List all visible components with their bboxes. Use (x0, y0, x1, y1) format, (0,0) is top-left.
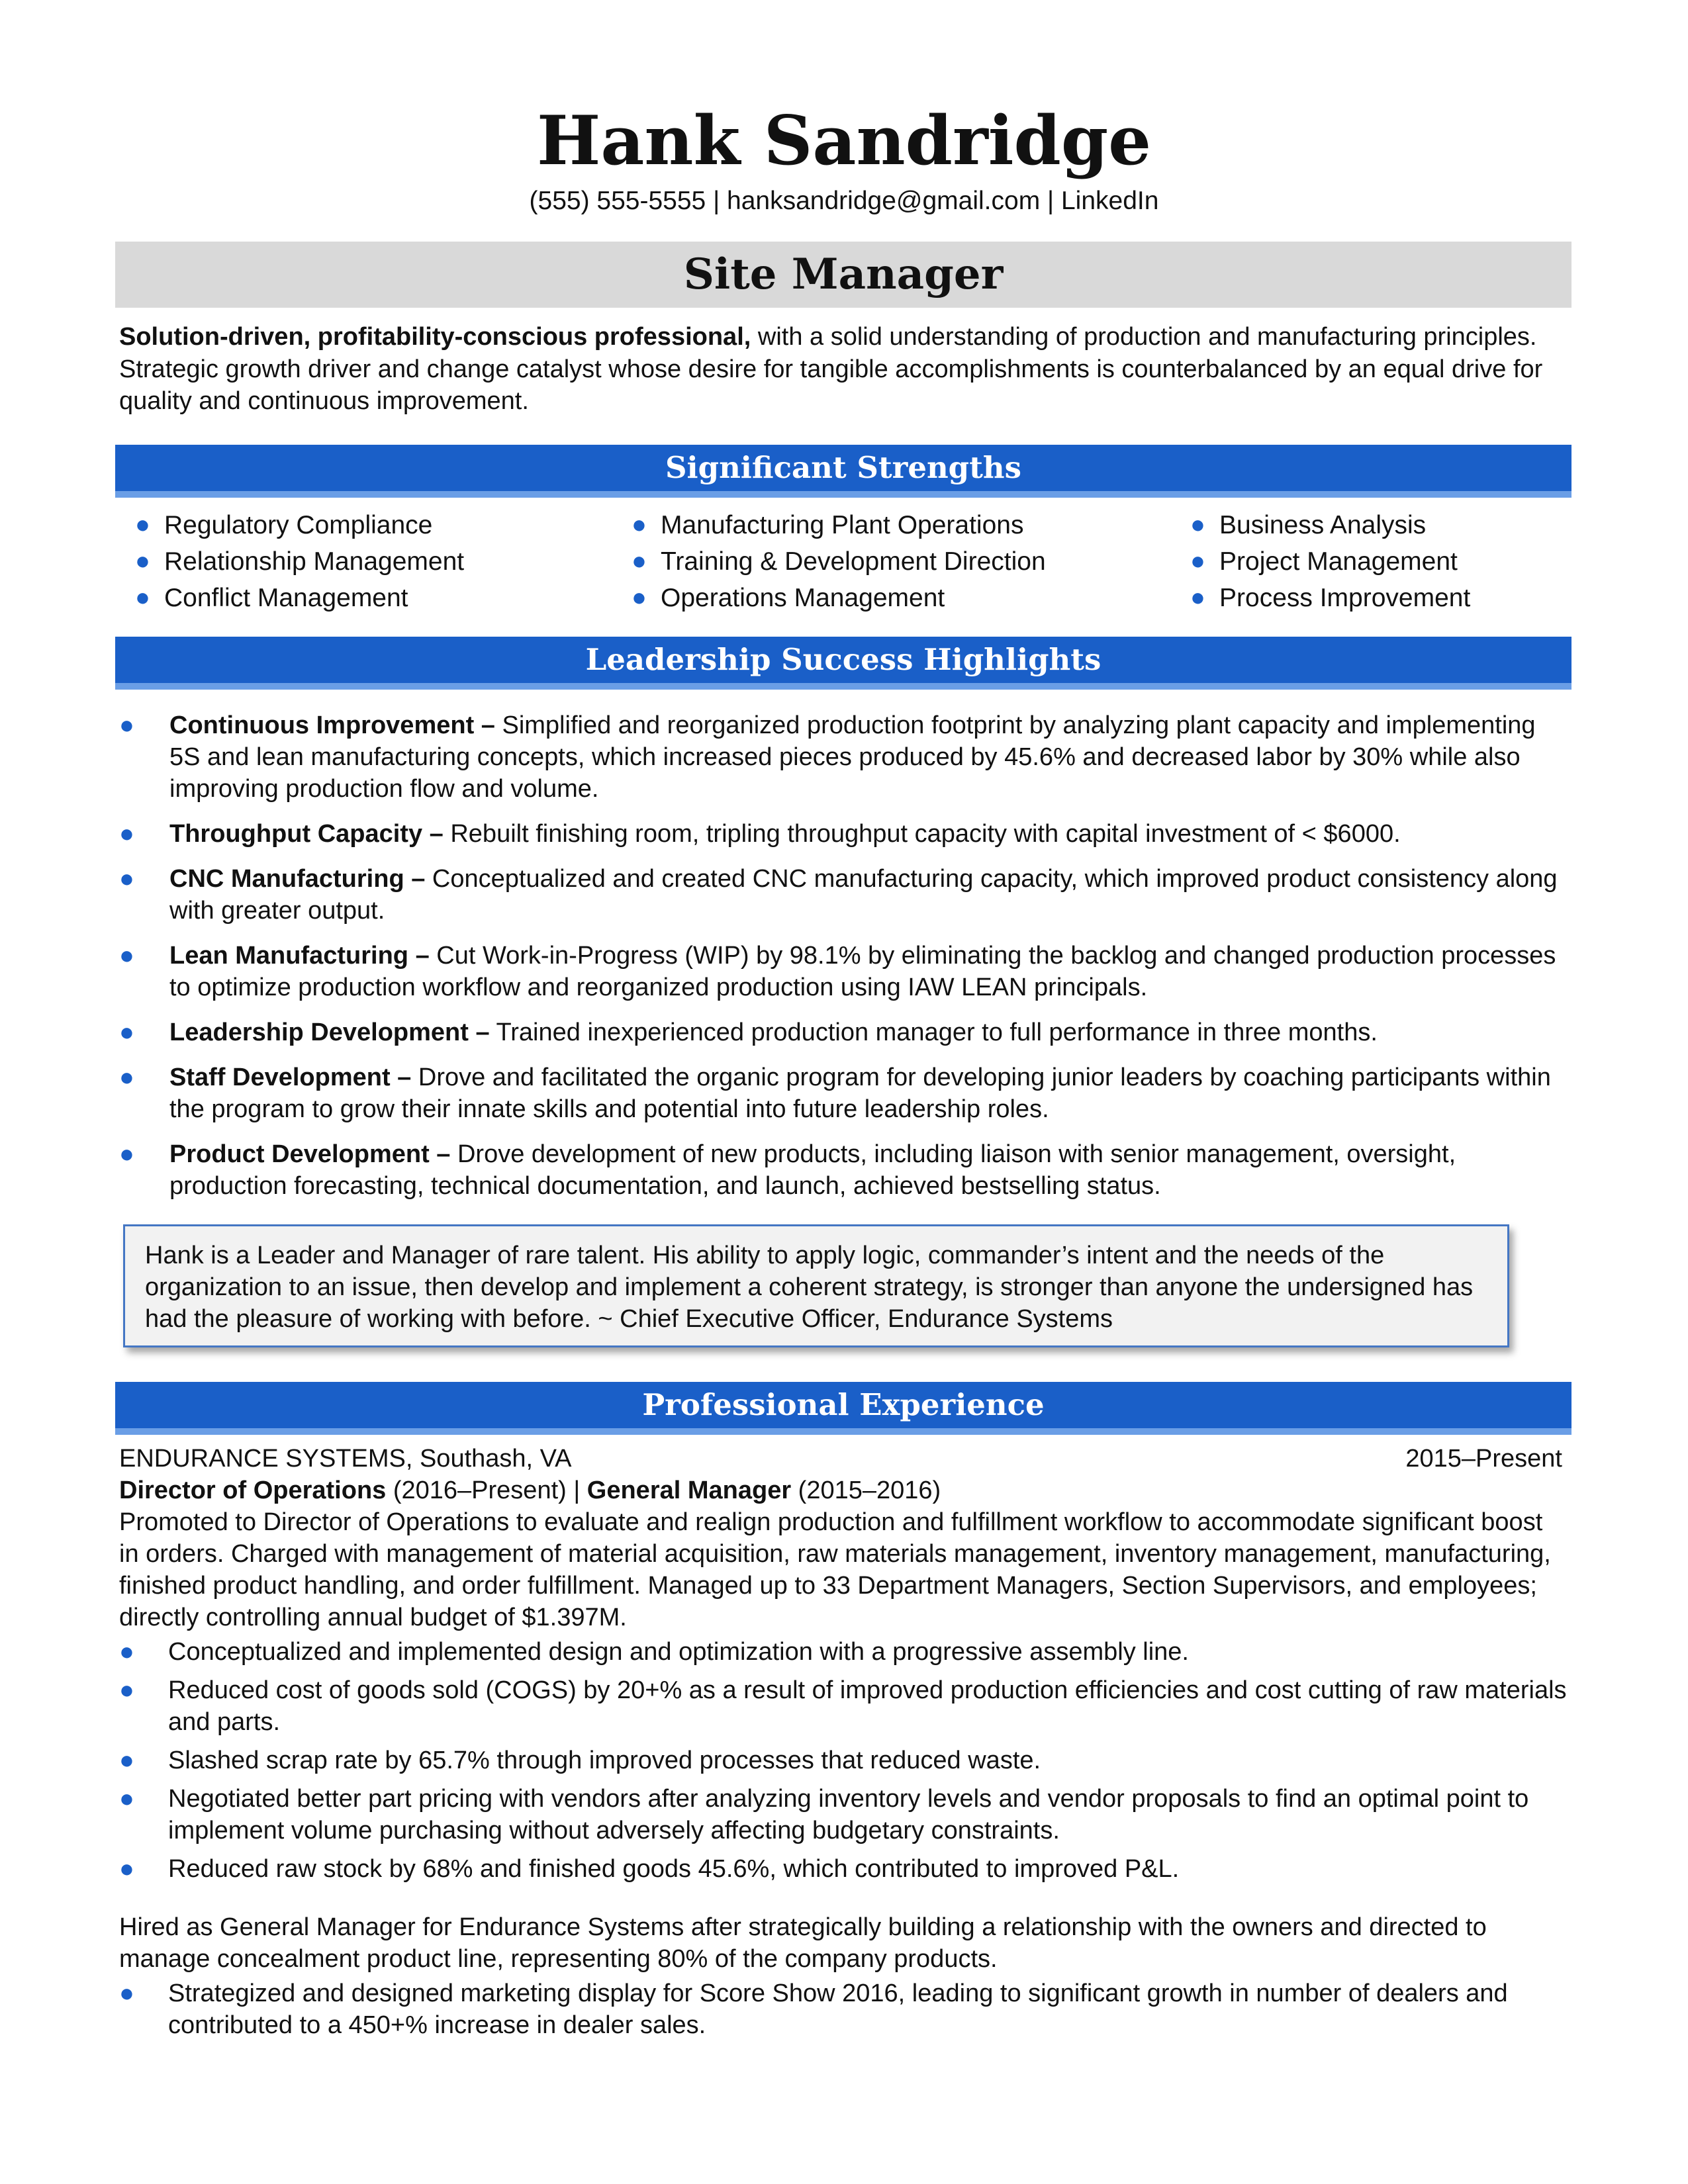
bullet-icon: ● (632, 511, 647, 539)
employment-dates: 2015–Present (1405, 1445, 1562, 1473)
bullet-icon: ● (119, 1855, 134, 1883)
role-director: Director of Operations (119, 1477, 387, 1504)
strength-item: ● Project Management (1172, 543, 1470, 580)
contact-line: (555) 555-5555 | hanksandridge@gmail.com | LinkedIn (529, 187, 1159, 215)
highlight-item: ● Lean Manufacturing – Cut Work-in-Progress (WIP) by 98.1% by eliminating the backlog and changed production processes to optimize production workflow and reorganized production using IAW LEAN principals. (117, 940, 1573, 1003)
bullet-icon: ● (119, 1979, 134, 2007)
bullet-icon: ● (119, 711, 134, 739)
bullet-icon: ● (1190, 511, 1205, 539)
highlight-item: ● Throughput Capacity – Rebuilt finishing room, tripling throughput capacity with capital investment of < $6000. (117, 818, 1573, 850)
bullet-icon: ● (119, 820, 134, 848)
achievement-item: ● Slashed scrap rate by 65.7% through improved processes that reduced waste. (119, 1745, 1569, 1776)
company-row (119, 1443, 1569, 1475)
director-achievements (119, 1636, 1569, 1885)
section-header-experience (115, 1382, 1571, 1435)
bullet-icon: ● (119, 1064, 134, 1091)
highlights-heading: Leadership Success Highlights (585, 642, 1102, 677)
bullet-icon: ● (119, 865, 134, 893)
strengths-heading: Significant Strengths (665, 450, 1021, 485)
roles-line: Director of Operations (2016–Present) | General Manager (2015–2016) (119, 1477, 941, 1504)
candidate-name: Hank Sandridge (536, 101, 1152, 181)
gm-description: Hired as General Manager for Endurance Systems after strategically building a relationship with the owners and directed to manage concealment product line, representing 80% of the company products. (119, 1913, 1487, 1973)
achievement-item: ● Reduced raw stock by 68% and finished goods 45.6%, which contributed to improved P&L. (119, 1853, 1569, 1885)
bullet-icon: ● (119, 1140, 134, 1168)
highlight-item: ● Continuous Improvement – Simplified and reorganized production footprint by analyzing plant capacity and implementing 5S and lean manufacturing concepts, which increased pieces produced by 45.6% and decreased labor by 30% while also improving production flow and volume. (117, 709, 1573, 805)
achievement-item: ● Negotiated better part pricing with vendors after analyzing inventory levels and vendor proposals to find an optimal point to implement volume purchasing without adversely affecting budgetary constraints. (119, 1783, 1569, 1846)
highlights-list (117, 709, 1573, 1215)
strengths-column-2 (613, 507, 1046, 616)
achievement-item: ● Conceptualized and implemented design and optimization with a progressive assembly line. (119, 1636, 1569, 1668)
testimonial-box: Hank is a Leader and Manager of rare talent. His ability to apply logic, commander’s intent and the needs of the organization to an issue, then develop and implement a coherent strategy, is stronger than anyone the undersigned has had the pleasure of working with before. ~ Chief Executive Officer, Endurance Systems (123, 1224, 1509, 1347)
strength-item: ● Process Improvement (1172, 580, 1470, 616)
highlight-item: ● Staff Development – Drove and facilitated the organic program for developing junior leaders by coaching participants within the program to grow their innate skills and potential into future leadership roles. (117, 1062, 1573, 1125)
section-header-highlights (115, 637, 1571, 690)
achievement-item: ● Reduced cost of goods sold (COGS) by 20+% as a result of improved production efficiencies and cost cutting of raw materials and parts. (119, 1674, 1569, 1738)
bullet-icon: ● (119, 1638, 134, 1666)
strength-item: ● Conflict Management (117, 580, 464, 616)
summary-lead: Solution-driven, profitability-conscious professional, (119, 323, 751, 351)
achievement-item: ● Strategized and designed marketing display for Score Show 2016, leading to significant growth in number of dealers and contributed to a 450+% increase in dealer sales. (119, 1978, 1569, 2041)
bullet-icon: ● (632, 547, 647, 575)
bullet-icon: ● (119, 1019, 134, 1046)
bullet-icon: ● (135, 547, 150, 575)
bullet-icon: ● (1190, 584, 1205, 612)
job-title: Site Manager (683, 250, 1004, 299)
strength-item: ● Operations Management (613, 580, 1046, 616)
job-title-bar (115, 242, 1571, 308)
experience-heading: Professional Experience (642, 1387, 1045, 1422)
highlight-item: ● CNC Manufacturing – Conceptualized and created CNC manufacturing capacity, which improved product consistency along with greater output. (117, 863, 1573, 927)
bullet-icon: ● (1190, 547, 1205, 575)
summary-text: with a solid understanding of production and manufacturing principles. Strategic growth driver and change catalyst whose desire for tangible accomplishments is counterbalanced by an equal drive for quality and continuous improvement. (119, 323, 1543, 415)
strengths-column-1 (117, 507, 464, 616)
summary-paragraph (119, 321, 1569, 418)
bullet-icon: ● (119, 1676, 134, 1704)
bullet-icon: ● (135, 584, 150, 612)
bullet-icon: ● (119, 1747, 134, 1774)
company-name: ENDURANCE SYSTEMS, Southash, VA (119, 1445, 572, 1473)
strength-item: ● Manufacturing Plant Operations (613, 507, 1046, 543)
experience-section (119, 1443, 1569, 2048)
highlight-item: ● Product Development – Drove development of new products, including liaison with senior management, oversight, production forecasting, technical documentation, and launch, achieved bestselling status. (117, 1138, 1573, 1202)
bullet-icon: ● (119, 1785, 134, 1813)
gm-achievements (119, 1978, 1569, 2041)
strength-item: ● Training & Development Direction (613, 543, 1046, 580)
strength-item: ● Business Analysis (1172, 507, 1470, 543)
bullet-icon: ● (632, 584, 647, 612)
bullet-icon: ● (119, 942, 134, 970)
highlight-item: ● Leadership Development – Trained inexperienced production manager to full performance in three months. (117, 1017, 1573, 1048)
strength-item: ● Regulatory Compliance (117, 507, 464, 543)
section-header-strengths (115, 445, 1571, 498)
bullet-icon: ● (135, 511, 150, 539)
role-general-manager: General Manager (586, 1477, 792, 1504)
strengths-column-3 (1172, 507, 1470, 616)
director-description: Promoted to Director of Operations to evaluate and realign production and fulfillment workflow to accommodate significant boost in orders. Charged with management of material acquisition, raw materials management, inventory management, manufacturing, finished product handling, and order fulfillment. Managed up to 33 Department Managers, Section Supervisors, and employees; directly controlling annual budget of $1.397M. (119, 1508, 1551, 1631)
strength-item: ● Relationship Management (117, 543, 464, 580)
